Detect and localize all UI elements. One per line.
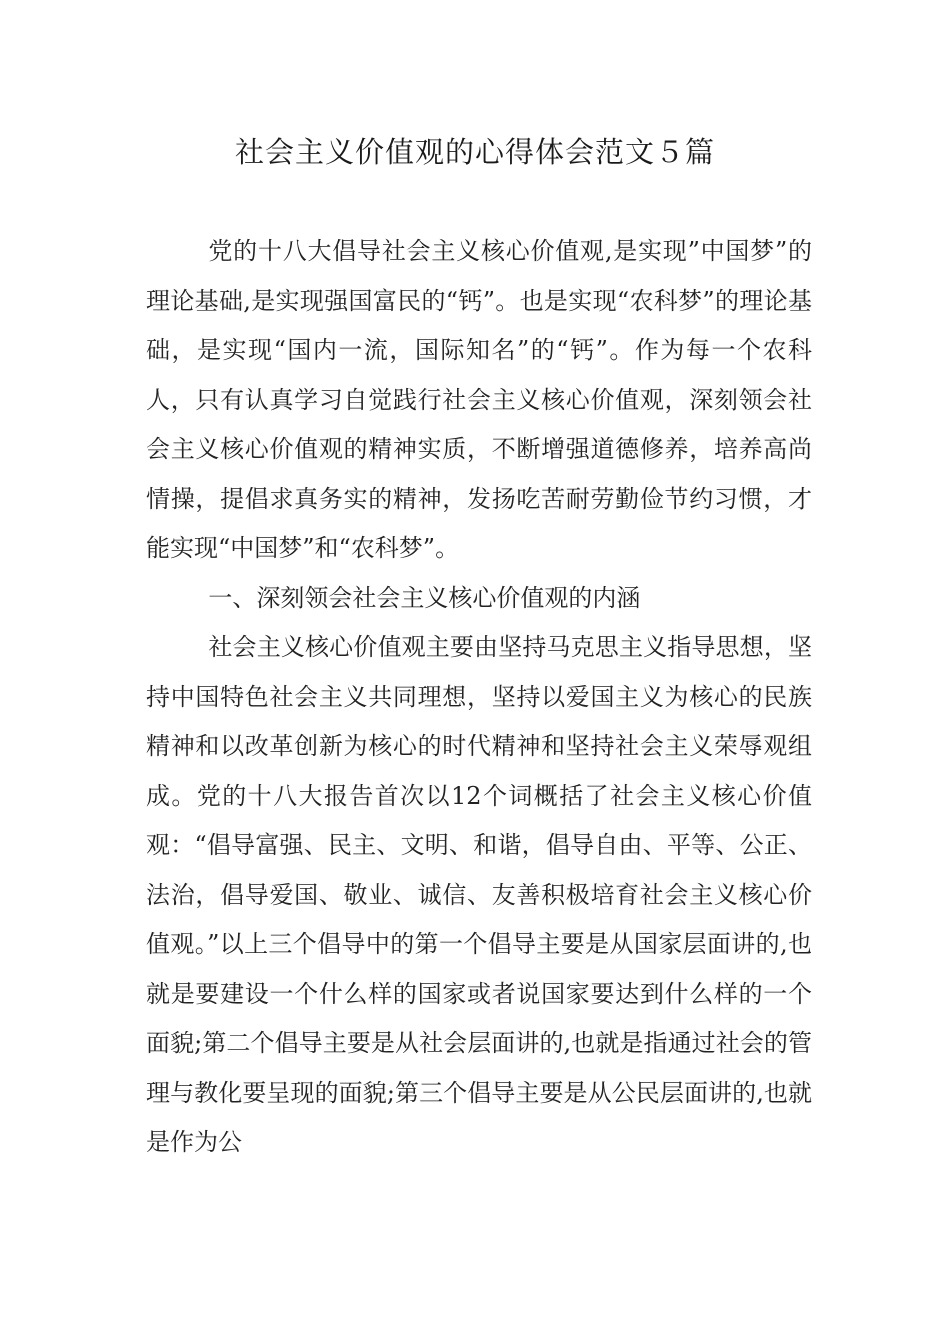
paragraph-section-1: 社会主义核心价值观主要由坚持马克思主义指导思想，坚持中国特色社会主义共同理想，坚持以爱国主义为核心的民族精神和以改革创新为核心的时代精神和坚持社会主义荣辱观组成。党的十八大报告首次以12个词概括了社会主义核心价值观：“倡导富强、民主、文明、和谐，倡导自由、平等、公正、法治，倡导爱国、敬业、诚信、友善积极培育社会主义核心价值观。”以上三个倡导中的第一个倡导主要是从国家层面讲的,也就是要建设一个什么样的国家或者说国家要达到什么样的一个面貌;第二个倡导主要是从社会层面讲的,也就是指通过社会的管理与教化要呈现的面貌;第三个倡导主要是从公民层面讲的,也就是作为公 xyxy=(146,633,812,1156)
section-heading-1: 一、深刻领会社会主义核心价值观的内涵 xyxy=(208,583,641,612)
document-title: 社会主义价值观的心得体会范文５篇 xyxy=(234,135,715,169)
paragraph-intro: 党的十八大倡导社会主义核心价值观,是实现”中国梦”的理论基础,是实现强国富民的“钙”。也是实现“农科梦”的理论基础，是实现“国内一流，国际知名”的“钙”。作为每一个农科人，只有认真学习自觉践行社会主义核心价值观，深刻领会社会主义核心价值观的精神实质，不断增强道德修养，培养高尚情操，提倡求真务实的精神，发扬吃苦耐劳勤俭节约习惯，才能实现“中国梦”和“农科梦”。 xyxy=(146,237,812,562)
document-body xyxy=(146,227,812,1168)
